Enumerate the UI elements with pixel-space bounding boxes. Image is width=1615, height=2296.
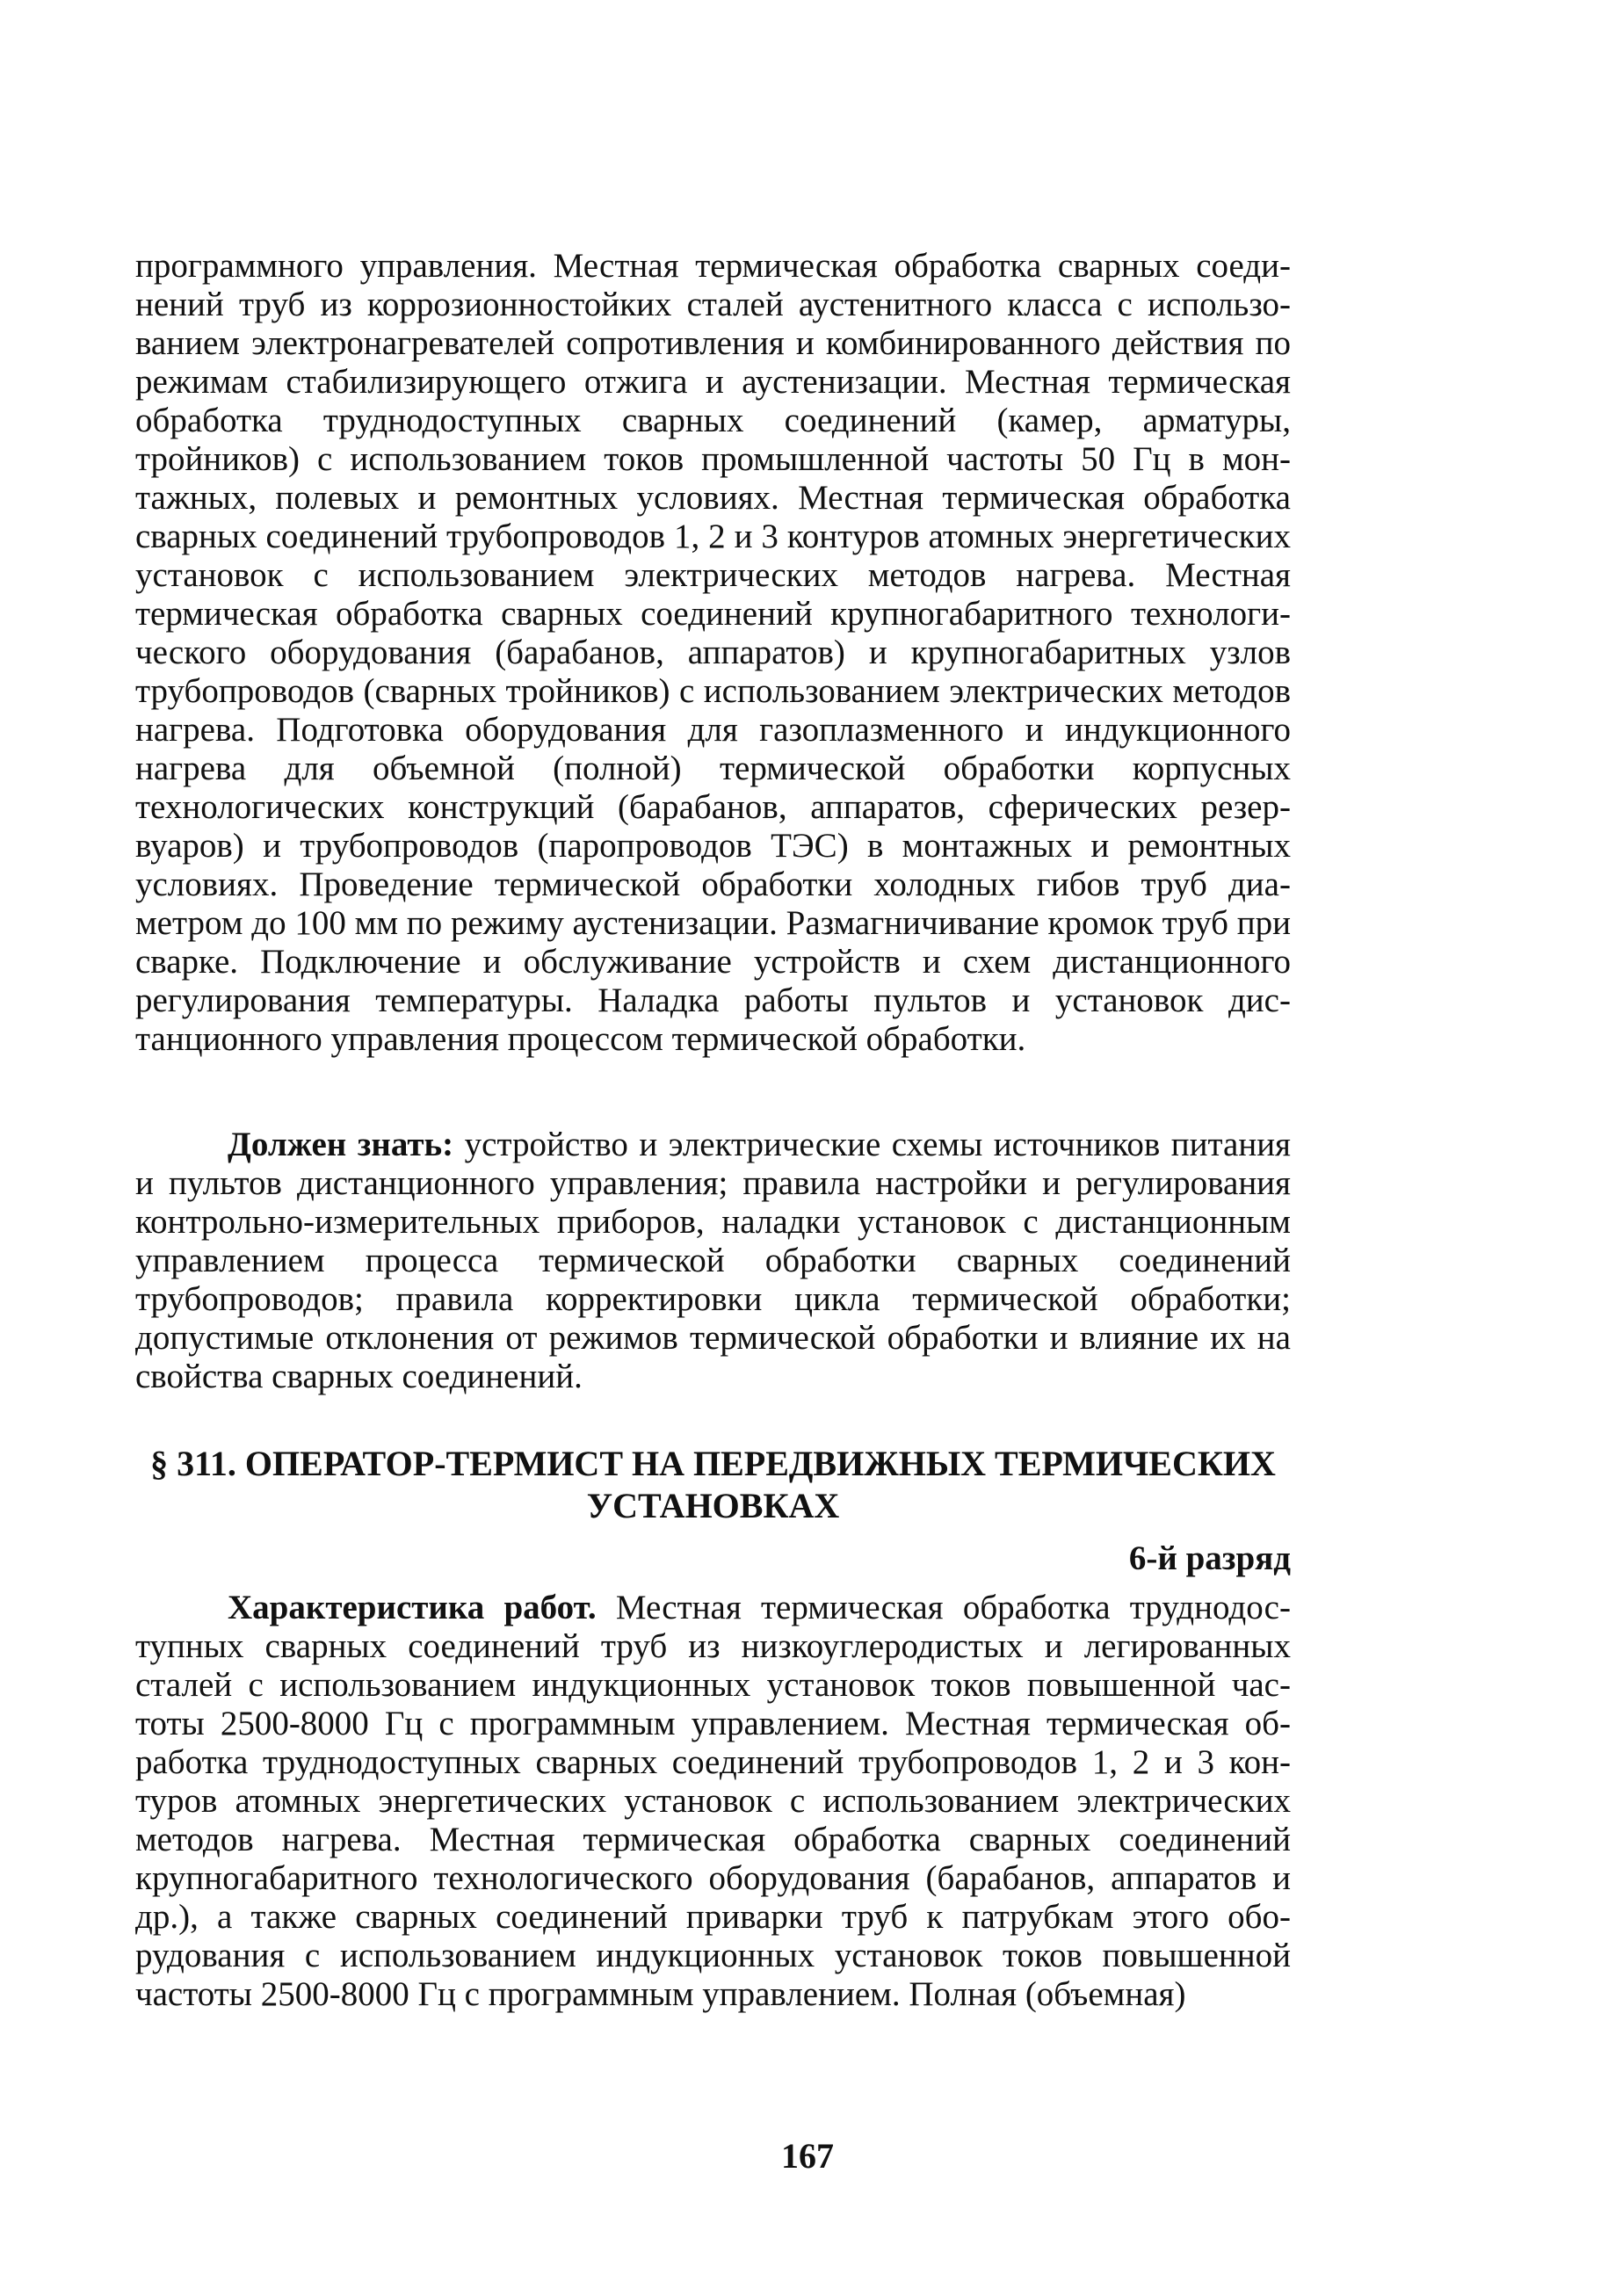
must-know-text: устройство и электрические схемы источников питания и пультов дистанционного управления; правила настройки и регулирования контрольно-измерительных приборов, наладки установок с дистанционным управлением процесса термической обработки сварных соединений трубопроводов; правила корректировки цикла термической обработки; допустимые отклонения от режимов термической обработки и влияние их на свойства сварных соединений. [135, 1126, 1291, 1395]
section-heading-line-1: § 311. ОПЕРАТОР-ТЕРМИСТ НА ПЕРЕДВИЖНЫХ ТЕРМИЧЕСКИХ [150, 1444, 1276, 1483]
page-number: 167 [781, 2136, 834, 2176]
must-know-paragraph-block [135, 1126, 1291, 1396]
characteristics-paragraph-block [135, 1589, 1291, 2014]
characteristics-label: Характеристика работ. [228, 1589, 597, 1626]
must-know-paragraph [135, 1126, 1291, 1396]
grade-label: 6-й разряд [1128, 1539, 1291, 1577]
section-heading [135, 1443, 1291, 1527]
must-know-label: Должен знать: [228, 1126, 454, 1163]
section-heading-line-2: УСТАНОВКАХ [586, 1486, 840, 1525]
characteristics-paragraph [135, 1589, 1291, 2014]
continuation-paragraph: программного управления. Местная термическая обработка сварных соединений труб из коррозионностойких сталей аустенитного класса с использованием электронагревателей сопротивления и комбинированного действия по режимам стабилизирующего отжига и аустенизации. Местная термическая обработка труднодоступных сварных соединений (камер, арматуры, тройников) с использованием токов промышленной частоты 50 Гц в монтажных, полевых и ремонтных условиях. Местная термическая обработка сварных соединений трубопроводов 1, 2 и 3 контуров атомных энергетических установок с использованием электрических методов нагрева. Местная термическая обработка сварных соединений крупногабаритного технологического оборудования (барабанов, аппаратов) и крупногабаритных узлов трубопроводов (сварных тройников) с использованием электрических методов нагрева. Подготовка оборудования для газоплазменного и индукционного нагрева для объемной (полной) термической обработки корпусных технологических конструкций (барабанов, аппаратов, сферических резервуаров) и трубопроводов (паропроводов ТЭС) в монтажных и ремонтных условиях. Проведение термической обработки холодных гибов труб диаметром до 100 мм по режиму аустенизации. Размагничивание кромок труб при сварке. Подключение и обслуживание устройств и схем дистанционного регулирования температуры. Наладка работы пультов и установок дистанционного управления процессом термической обработки. [135, 247, 1291, 1058]
continuation-paragraph-block [135, 247, 1291, 1059]
characteristics-text: Местная термическая обработка труднодоступных сварных соединений труб из низкоуглеродистых и легированных сталей с использованием индукционных установок токов повышенной частоты 2500-8000 Гц с программным управлением. Местная термическая обработка труднодоступных сварных соединений трубопроводов 1, 2 и 3 контуров атомных энергетических установок с использованием электрических методов нагрева. Местная термическая обработка сварных соединений крупногабаритного технологического оборудования (барабанов, аппаратов и др.), а также сварных соединений приварки труб к патрубкам этого оборудования с использованием индукционных установок токов повышенной частоты 2500-8000 Гц с программным управлением. Полная (объемная) [135, 1589, 1291, 2013]
